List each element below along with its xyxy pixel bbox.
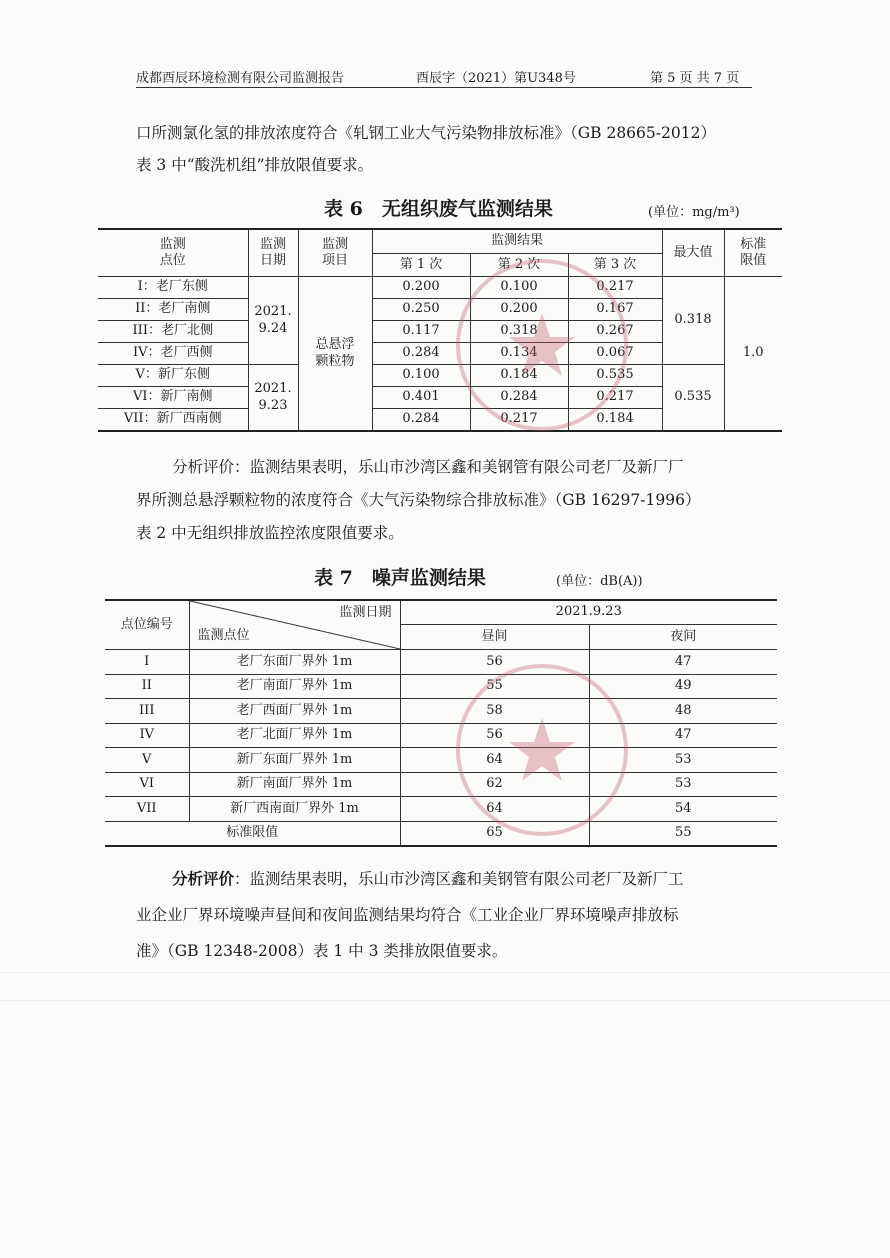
analysis7-line-1 [172,867,684,889]
table7-night: 53 [589,772,777,797]
table7-row [105,748,777,773]
table7-header-date-label: 监测日期 [339,605,392,620]
table6-point: VI：新厂南侧 [98,387,248,409]
table6-run-3: 0.217 [568,277,662,299]
table7-header-point-label: 监测点位 [197,627,250,643]
table7-id: VI [105,772,189,797]
table7-id: VII [105,797,189,822]
table6 [98,228,782,432]
table7-point: 新厂东面厂界外 1m [189,748,400,773]
table7-title: 表 7 噪声监测结果 [314,567,486,589]
table6-point: V：新厂东侧 [98,365,248,387]
table6-run-1: 0.250 [372,299,470,321]
table6-run-1: 0.401 [372,387,470,409]
table6-row [98,365,782,387]
analysis7-line-3: 准》（GB 12348-2008）表 1 中 3 类排放限值要求。 [136,942,508,960]
table7-row [105,674,777,699]
table6-header-item: 监测 项目 [298,229,372,277]
table7-night: 48 [589,699,777,724]
table7-id: IV [105,723,189,748]
table6-point: III：老厂北侧 [98,321,248,343]
table7-header-night: 夜间 [589,625,777,650]
table7-standard-day: 65 [400,821,589,846]
table6-header-run-2: 第 2 次 [470,254,568,277]
table7-row [105,723,777,748]
table7-standard-label: 标准限值 [105,821,400,846]
table7-point: 老厂南面厂界外 1m [189,674,400,699]
table6-max-old: 0.318 [662,277,724,365]
table6-header-standard: 标准 限值 [724,229,782,277]
intro-line-2: 表 3 中“酸洗机组”排放限值要求。 [136,156,374,174]
table7-day: 55 [400,674,589,699]
table6-run-2: 0.217 [470,409,568,432]
table6-run-3: 0.217 [568,387,662,409]
table6-run-2: 0.134 [470,343,568,365]
table6-run-3: 0.167 [568,299,662,321]
table7-day: 62 [400,772,589,797]
table7 [105,599,777,847]
table6-run-1: 0.117 [372,321,470,343]
table7-point: 老厂东面厂界外 1m [189,650,400,675]
table7-night: 47 [589,650,777,675]
table7-standard-row [105,821,777,846]
table6-run-3: 0.267 [568,321,662,343]
table6-run-2: 0.284 [470,387,568,409]
table6-run-3: 0.067 [568,343,662,365]
table7-day: 58 [400,699,589,724]
analysis7-line-1-text: ：监测结果表明，乐山市沙湾区鑫和美钢管有限公司老厂及新厂工 [234,870,684,888]
table7-day: 64 [400,748,589,773]
table6-run-1: 0.284 [372,343,470,365]
table7-night: 54 [589,797,777,822]
table6-standard-value: 1.0 [724,277,782,432]
table7-day: 56 [400,723,589,748]
table7-header-diagonal [189,600,400,650]
table6-run-2: 0.318 [470,321,568,343]
header-rule [136,87,752,88]
table7-unit: (单位：dB(A)) [556,574,643,589]
table6-header-point: 监测 点位 [98,229,248,277]
table6-title: 表 6 无组织废气监测结果 [324,198,553,220]
table6-run-2: 0.200 [470,299,568,321]
table7-id: V [105,748,189,773]
analysis7-line-2: 业企业厂界环境噪声昼间和夜间监测结果均符合《工业企业厂界环境噪声排放标 [136,906,679,924]
table7-point: 老厂北面厂界外 1m [189,723,400,748]
table7-night: 47 [589,723,777,748]
table7-day: 56 [400,650,589,675]
table6-row [98,277,782,299]
table6-date-old: 2021. 9.24 [248,277,298,365]
table6-header-max: 最大值 [662,229,724,277]
table6-run-3: 0.535 [568,365,662,387]
table7-day: 64 [400,797,589,822]
table7-id: I [105,650,189,675]
analysis6-line-2: 界所测总悬浮颗粒物的浓度符合《大气污染物综合排放标准》（GB 16297-1996） [136,491,701,509]
table6-run-2: 0.184 [470,365,568,387]
table6-max-new: 0.535 [662,365,724,432]
table7-row [105,650,777,675]
header-report-number: 酉辰字（2021）第U348号 [416,71,576,86]
table7-row [105,699,777,724]
table6-point: I：老厂东侧 [98,277,248,299]
table6-point: IV：老厂西侧 [98,343,248,365]
table6-item: 总悬浮 颗粒物 [298,277,372,432]
table6-header-run-1: 第 1 次 [372,254,470,277]
table7-night: 49 [589,674,777,699]
table7-night: 53 [589,748,777,773]
scan-line [0,972,890,973]
table7-row [105,797,777,822]
table7-header-day: 昼间 [400,625,589,650]
table7-point: 老厂西面厂界外 1m [189,699,400,724]
table6-header-run-3: 第 3 次 [568,254,662,277]
table6-date-new: 2021. 9.23 [248,365,298,432]
scan-line [0,1000,890,1001]
analysis7-lead: 分析评价 [172,869,235,888]
table6-run-1: 0.100 [372,365,470,387]
table7-row [105,772,777,797]
table6-point: II：老厂南侧 [98,299,248,321]
table6-point: VII：新厂西南侧 [98,409,248,432]
table7-header-date: 2021.9.23 [400,600,777,625]
table6-run-3: 0.184 [568,409,662,432]
intro-line-1: 口所测氯化氢的排放浓度符合《轧钢工业大气污染物排放标准》（GB 28665-2012） [136,124,716,142]
table6-unit: (单位：mg/m³) [648,205,740,220]
table7-point: 新厂西南面厂界外 1m [189,797,400,822]
table6-run-2: 0.100 [470,277,568,299]
table6-run-1: 0.200 [372,277,470,299]
table7-point: 新厂南面厂界外 1m [189,772,400,797]
analysis6-line-3: 表 2 中无组织排放监控浓度限值要求。 [136,524,404,542]
header-company: 成都酉辰环境检测有限公司监测报告 [136,71,345,86]
table6-header-result: 监测结果 [372,229,662,254]
header-page-number: 第 5 页 共 7 页 [650,71,740,86]
analysis6-line-1: 分析评价：监测结果表明，乐山市沙湾区鑫和美钢管有限公司老厂及新厂厂 [172,458,684,476]
table6-run-1: 0.284 [372,409,470,432]
table6-header-date: 监测 日期 [248,229,298,277]
table7-id: III [105,699,189,724]
table7-header-id: 点位编号 [105,600,189,650]
table7-standard-night: 55 [589,821,777,846]
table7-id: II [105,674,189,699]
